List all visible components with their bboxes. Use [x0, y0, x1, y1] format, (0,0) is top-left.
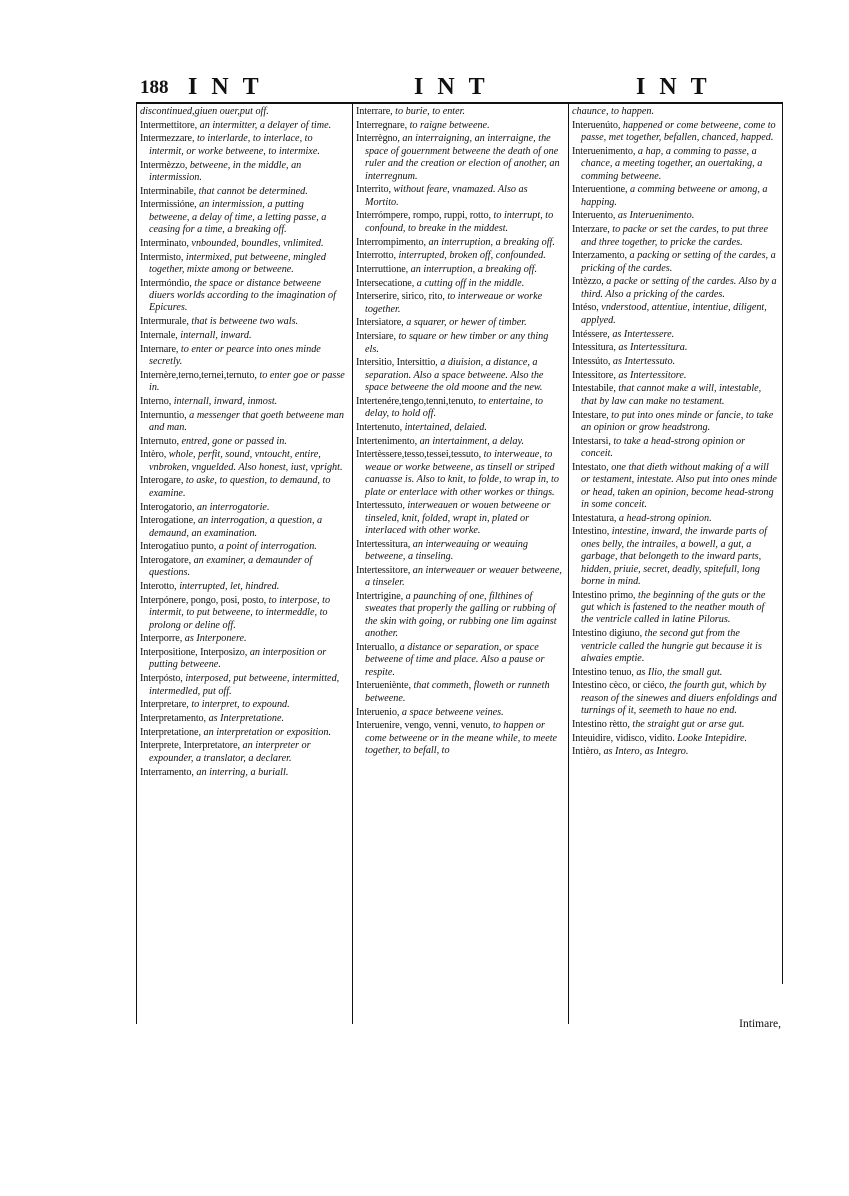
entry-headword: Interuenire, vengo, venni, venuto, — [356, 720, 491, 732]
entry-headword: Inteuidire, vidisco, vidito. — [572, 732, 675, 744]
entry-definition: internall, inward. — [180, 329, 252, 341]
entry-headword: Intestino cèco, or ciéco, — [572, 680, 667, 692]
entry-definition: intestine, inward, the inwarde parts of ones belly, the intrailes, a bowell, a gut, a garbage, that belongeth to the inward parts, hidden, priuie, secret, deadly, spitefull, long borne in mind. — [581, 526, 767, 587]
dictionary-entry — [572, 436, 778, 461]
entry-definition: to happen or come betweene or in the meane while, to meete together, to befall, to — [365, 720, 558, 757]
dictionary-entry — [140, 633, 346, 645]
column-divider-1 — [352, 104, 353, 1024]
entry-headword: Intertenére,tengo,tenni,tenuto, — [356, 395, 476, 407]
dictionary-entry — [140, 160, 346, 185]
entry-definition: whole, perfit, sound, vntoucht, entire, vnbroken, vnguelded. Also honest, iust, vpright. — [149, 449, 343, 473]
dictionary-entry — [356, 707, 562, 719]
entry-headword: Interogatore, — [140, 555, 192, 567]
column-divider-2 — [568, 104, 569, 1024]
entry-headword: Intersiatore, — [356, 317, 404, 329]
entry-headword: Intermèzzo, — [140, 159, 188, 171]
entry-headword: Interrito, — [356, 184, 391, 196]
dictionary-entry — [140, 330, 346, 342]
dictionary-entry — [140, 541, 346, 553]
entry-definition: to packe or set the cardes, to put three and three together, to pricke the cardes. — [581, 224, 768, 248]
entry-definition: a distance or separation, or space betweene of time and place. Also a pause or respite. — [365, 641, 545, 678]
dictionary-entry — [572, 733, 778, 745]
entry-headword: Intestabile, — [572, 383, 616, 395]
entry-definition: an interring, a buriall. — [196, 766, 289, 778]
dictionary-entry — [140, 475, 346, 500]
entry-definition: a cutting off in the middle. — [416, 277, 525, 289]
column-right — [572, 106, 778, 1026]
dictionary-entry — [356, 120, 562, 132]
dictionary-entry — [572, 590, 778, 627]
entry-definition: an interposition or putting betweene. — [149, 647, 327, 671]
entry-definition: interposed, put betweene, intermitted, intermedled, put off. — [149, 673, 340, 697]
entry-headword: Intertessitore, — [356, 564, 411, 576]
entry-definition: as Interponere. — [184, 633, 247, 645]
dictionary-entry — [140, 673, 346, 698]
entry-headword: Intermóndio, — [140, 277, 192, 289]
entry-headword: Interpositione, Interposizo, — [140, 647, 248, 659]
dictionary-entry — [140, 410, 346, 435]
entry-headword: Interrómpere, rompo, ruppi, rotto, — [356, 210, 491, 222]
entry-headword: Intestino, — [572, 526, 610, 538]
entry-definition: to interweaue, to weaue or worke betweene, as tinsell or striped canuasse is. Also to knit, to folde, to wrap in, to plate or enterlace with other workes or things. — [365, 449, 559, 498]
entry-definition: to interrupt, to confound, to breake in the middest. — [365, 210, 554, 234]
entry-headword: Interramento, — [140, 766, 194, 778]
dictionary-entry — [572, 462, 778, 512]
entry-headword: Interuentione, — [572, 184, 628, 196]
entry-definition: as Interuenimento. — [617, 210, 695, 222]
entry-definition: a point of interrogation. — [218, 541, 317, 553]
entry-headword: Intestare, — [572, 409, 609, 421]
entry-definition: to interpose, to intermit, to put betweene, to intermeddle, to prolong or deline off. — [149, 594, 331, 631]
dictionary-entry — [140, 316, 346, 328]
entry-headword: Intertenuto, — [356, 421, 403, 433]
entry-headword: Interminato, — [140, 237, 189, 249]
entry-definition: a diuision, a distance, a separation. Also a space betweene. Also the space betweene the old moone and the new. — [365, 357, 544, 394]
entry-definition: as Interpretatione. — [208, 713, 285, 724]
entry-headword: Intestino primo, — [572, 589, 636, 601]
entry-definition: an interpretation or exposition. — [203, 726, 331, 738]
entry-definition: that commeth, floweth or runneth betweene. — [365, 680, 550, 704]
entry-definition: a paunching of one, filthines of sweates that properly the galling or rubbing of the skin with going, or rubbing one lim against another. — [365, 590, 557, 640]
entry-definition: to burie, to enter. — [395, 106, 466, 117]
entry-definition: that cannot be determined. — [198, 185, 308, 197]
entry-headword: Interpónere, pongo, posi, posto, — [140, 594, 267, 606]
entry-definition: as Intertessere. — [612, 328, 675, 340]
entry-headword: Intertrigine, — [356, 590, 404, 602]
entry-definition: a space betweene veines. — [401, 706, 504, 718]
dictionary-entry — [140, 449, 346, 474]
right-border — [782, 104, 783, 984]
dictionary-entry — [572, 628, 778, 665]
dictionary-entry — [572, 106, 778, 118]
running-head-left: INT — [188, 74, 273, 100]
entry-definition: an intermitter, a delayer of time. — [199, 119, 332, 131]
dictionary-entry — [572, 667, 778, 679]
entry-definition: the beginning of the guts or the gut which is fastened to the neather mouth of the ventricle called in latine Pilorus. — [581, 589, 766, 626]
entry-headword: Interuenimento, — [572, 145, 636, 157]
entry-headword: Interuenio, — [356, 706, 400, 718]
entry-definition: to take a head-strong opinion or conceit. — [581, 435, 746, 460]
entry-headword: Intestino tenuo, — [572, 666, 634, 678]
entry-definition: interweauen or wouen betweene or tinseled, knit, folded, wrapt in, plated or interlaced with other worke. — [365, 500, 551, 537]
entry-headword: Interuenúto, — [572, 119, 621, 131]
entry-definition: the fourth gut, which by reason of the sinewes and diuers enfoldings and turnings of it, seemeth to haue no end. — [581, 680, 777, 717]
running-head-right: INT — [636, 74, 721, 100]
entry-headword: Intersecatione, — [356, 277, 415, 289]
dictionary-entry — [140, 238, 346, 250]
entry-headword: Interotto, — [140, 581, 177, 593]
entry-definition: a head-strong opinion. — [618, 512, 712, 524]
entry-definition: entred, gone or passed in. — [181, 435, 287, 447]
entry-headword: Interrare, — [356, 106, 393, 117]
entry-definition: internall, inward, inmost. — [173, 395, 278, 407]
entry-definition: as Intertessitura. — [618, 342, 688, 354]
dictionary-entry — [140, 133, 346, 158]
entry-headword: Interminabile, — [140, 185, 197, 197]
entry-headword: Interogare, — [140, 475, 184, 487]
dictionary-entry — [140, 106, 346, 118]
entry-headword: Interogatiuo punto, — [140, 541, 217, 553]
entry-headword: Intestarsi, — [572, 435, 611, 447]
entry-headword: Intessitore, — [572, 369, 616, 381]
entry-headword: Internère,terno,ternei,ternuto, — [140, 369, 257, 381]
dictionary-entry — [356, 133, 562, 183]
dictionary-entry — [140, 370, 346, 395]
dictionary-entry — [572, 370, 778, 382]
entry-definition: to put into ones minde or fancie, to take an opinion or grow headstrong. — [581, 409, 774, 433]
entry-definition: a comming betweene or among, a happing. — [581, 184, 768, 208]
dictionary-entry — [140, 515, 346, 540]
entry-headword: Intermisto, — [140, 251, 184, 263]
entry-headword: Intermezzare, — [140, 133, 195, 145]
entry-headword: Intertessitura, — [356, 538, 411, 550]
dictionary-entry — [572, 719, 778, 731]
entry-definition: without feare, vnamazed. Also as Mortito. — [365, 184, 528, 208]
entry-headword: Interzare, — [572, 224, 610, 236]
entry-headword: Interrotto, — [356, 250, 396, 262]
dictionary-entry — [140, 581, 346, 593]
dictionary-entry — [356, 680, 562, 705]
entry-definition: as Intertessuto. — [612, 355, 676, 367]
entry-definition: one that dieth without making of a will or testament, intestate. Also put into ones minde or head, taken an opinion, become head-strong in some conceit. — [581, 461, 777, 510]
entry-definition: an interraigning, an interraigne, the space of gouernment betweene the death of one ruler and the creation or election of another, an interregnum. — [365, 133, 560, 182]
dictionary-entry — [356, 720, 562, 757]
entry-definition: an interruption, a breaking off. — [410, 263, 538, 275]
dictionary-entry — [140, 252, 346, 277]
dictionary-entry — [140, 199, 346, 236]
entry-definition: an interpreter or expounder, a translator, a declarer. — [149, 740, 311, 764]
entry-definition: an examiner, a demaunder of questions. — [149, 555, 313, 579]
entry-headword: Internare, — [140, 343, 179, 355]
entry-headword: Interrègno, — [356, 133, 400, 145]
dictionary-entry — [140, 727, 346, 739]
dictionary-entry — [572, 383, 778, 408]
dictionary-page — [136, 74, 783, 1034]
entry-headword: Interogatorio, — [140, 501, 195, 513]
entry-definition: chaunce, to happen. — [572, 106, 655, 117]
entry-definition: an interrogation, a question, a demaund, an examination. — [149, 515, 323, 539]
entry-headword: Interuallo, — [356, 641, 398, 653]
entry-headword: Intestino rètto, — [572, 718, 630, 730]
entry-headword: Interporre, — [140, 633, 183, 645]
dictionary-entry — [356, 250, 562, 262]
entry-headword: Interzamento, — [572, 250, 627, 262]
dictionary-entry — [356, 106, 562, 118]
dictionary-entry — [356, 422, 562, 434]
column-middle — [356, 106, 562, 1026]
entry-definition: a packe or setting of the cardes. Also by a third. Also a pricking of the cardes. — [581, 276, 777, 300]
entry-headword: Interueniènte, — [356, 680, 411, 692]
entry-definition: to square or hew timber or any thing els. — [365, 331, 549, 355]
entry-definition: to interweaue or worke together. — [365, 291, 543, 315]
left-border — [136, 104, 137, 1024]
entry-definition: to enter or pearce into ones minde secretly. — [149, 343, 321, 367]
entry-headword: Intestato, — [572, 461, 609, 473]
dictionary-entry — [140, 396, 346, 408]
entry-headword: Internuto, — [140, 435, 179, 447]
entry-definition: discontinued,giuen ouer,put off. — [140, 106, 269, 117]
entry-headword: Interruttione, — [356, 263, 409, 275]
dictionary-entry — [572, 329, 778, 341]
entry-definition: that is betweene two wals. — [191, 316, 299, 328]
entry-definition: an interweauing or weauing betweene, a tinseling. — [365, 538, 528, 563]
entry-headword: Intermurale, — [140, 316, 189, 328]
dictionary-entry — [356, 357, 562, 394]
dictionary-entry — [356, 264, 562, 276]
dictionary-entry — [356, 291, 562, 316]
dictionary-entry — [572, 680, 778, 717]
dictionary-entry — [356, 331, 562, 356]
dictionary-entry — [356, 317, 562, 329]
dictionary-entry — [356, 591, 562, 641]
dictionary-entry — [572, 184, 778, 209]
entry-definition: a messenger that goeth betweene man and man. — [149, 409, 344, 433]
dictionary-entry — [572, 526, 778, 588]
entry-headword: Interrompimento, — [356, 236, 426, 248]
dictionary-entry — [572, 146, 778, 183]
column-left — [140, 106, 346, 1026]
entry-headword: Interprete, Interpretatore, — [140, 740, 240, 752]
entry-definition: as Ilio, the small gut. — [636, 666, 723, 678]
entry-definition: a packing or setting of the cardes, a pricking of the cardes. — [581, 250, 776, 274]
entry-definition: the second gut from the ventricle called the hungrie gut because it is alwaies emptie. — [581, 628, 762, 664]
dictionary-entry — [140, 502, 346, 514]
entry-headword: Interogatione, — [140, 515, 196, 527]
entry-definition: to raigne betweene. — [409, 119, 490, 131]
entry-definition: vnbounded, boundles, vnlimited. — [191, 237, 324, 249]
entry-headword: Intièro, — [572, 746, 601, 758]
entry-definition: to aske, to question, to demaund, to examine. — [149, 475, 331, 499]
entry-definition: an interrogatorie. — [196, 501, 270, 513]
dictionary-entry — [356, 539, 562, 564]
entry-definition: Looke Intepidire. — [677, 732, 748, 744]
entry-headword: Intermettitore, — [140, 119, 198, 131]
entry-headword: Internuntio, — [140, 409, 187, 421]
dictionary-entry — [572, 513, 778, 525]
dictionary-entry — [572, 342, 778, 354]
entry-headword: Interno, — [140, 395, 172, 407]
dictionary-entry — [140, 713, 346, 725]
entry-definition: an interweauer or weauer betweene, a tinseler. — [365, 564, 562, 589]
dictionary-entry — [140, 555, 346, 580]
entry-definition: interrupted, let, hindred. — [179, 581, 280, 593]
dictionary-entry — [356, 436, 562, 448]
entry-definition: betweene, in the middle, an intermission. — [149, 159, 302, 183]
dictionary-entry — [572, 210, 778, 222]
entry-definition: an intertainment, a delay. — [419, 435, 524, 447]
dictionary-entry — [572, 224, 778, 249]
dictionary-entry — [572, 410, 778, 435]
dictionary-entry — [140, 647, 346, 672]
entry-definition: to entertaine, to delay, to hold off. — [365, 395, 544, 420]
header-rule — [136, 102, 783, 104]
dictionary-entry — [356, 565, 562, 590]
entry-headword: Intertessuto, — [356, 500, 405, 512]
entry-headword: Intessúto, — [572, 355, 611, 367]
dictionary-entry — [572, 746, 778, 758]
dictionary-entry — [140, 436, 346, 448]
entry-definition: as Intertessitore. — [618, 369, 687, 381]
entry-definition: a squarer, or hewer of timber. — [406, 317, 527, 329]
entry-headword: Intèzzo, — [572, 276, 604, 288]
dictionary-entry — [140, 595, 346, 632]
entry-definition: happened or come betweene, come to passe, met together, befallen, chanced, happed. — [581, 119, 776, 144]
entry-headword: Interuento, — [572, 210, 616, 222]
dictionary-entry — [572, 302, 778, 327]
entry-definition: an interruption, a breaking off. — [428, 236, 555, 248]
dictionary-entry — [572, 276, 778, 301]
dictionary-entry — [356, 396, 562, 421]
entry-headword: Intestino digiuno, — [572, 628, 643, 640]
dictionary-entry — [140, 186, 346, 198]
entry-definition: interrupted, broken off, confounded. — [398, 250, 546, 262]
entry-headword: Intersitio, Intersittio, — [356, 357, 438, 369]
entry-definition: an intermission, a putting betweene, a delay of time, a letting passe, a ceasing for a time, a breaking off. — [149, 199, 327, 236]
entry-definition: intermixed, put betweene, mingled together, mixte among or betweene. — [149, 251, 326, 275]
running-head-center: INT — [414, 74, 499, 100]
entry-definition: to enter goe or passe in. — [149, 369, 345, 394]
entry-headword: Internale, — [140, 329, 178, 341]
dictionary-entry — [356, 449, 562, 499]
entry-headword: Intessitura, — [572, 342, 616, 354]
entry-definition: the space or distance betweene diuers worlds according to the imagination of Epicures. — [149, 277, 336, 314]
entry-headword: Intestatura, — [572, 512, 617, 524]
entry-headword: Interserire, sirico, rito, — [356, 291, 445, 303]
entry-headword: Intermissióne, — [140, 199, 197, 211]
page-number: 188 — [140, 77, 169, 98]
entry-definition: that cannot make a will, intestable, that by law can make no testament. — [581, 383, 762, 407]
entry-headword: Interpretamento, — [140, 713, 207, 724]
entry-definition: vnderstood, attentiue, intentiue, diligent, applyed. — [581, 302, 767, 326]
dictionary-entry — [140, 740, 346, 765]
dictionary-entry — [356, 278, 562, 290]
entry-headword: Interpretare, — [140, 699, 189, 711]
dictionary-entry — [356, 500, 562, 537]
entry-headword: Intertenimento, — [356, 435, 418, 447]
entry-definition: as Intero, as Integro. — [603, 746, 689, 758]
entry-headword: Intéso, — [572, 302, 599, 314]
entry-headword: Interpósto, — [140, 673, 183, 685]
entry-definition: to interpret, to expound. — [191, 699, 290, 711]
dictionary-entry — [356, 642, 562, 679]
dictionary-entry — [356, 237, 562, 249]
dictionary-entry — [140, 120, 346, 132]
entry-definition: the straight gut or arse gut. — [632, 718, 745, 730]
entry-headword: Intèro, — [140, 449, 167, 461]
dictionary-entry — [572, 120, 778, 145]
dictionary-entry — [572, 250, 778, 275]
entry-definition: to interlarde, to interlace, to intermit, or worke betweene, to intermixe. — [149, 133, 320, 157]
entry-headword: Interregnare, — [356, 119, 408, 131]
entry-headword: Intersiare, — [356, 331, 396, 343]
dictionary-entry — [356, 210, 562, 235]
dictionary-entry — [356, 184, 562, 209]
entry-headword: Intéssere, — [572, 328, 610, 340]
dictionary-entry — [140, 278, 346, 315]
entry-definition: a hap, a comming to passe, a chance, a meeting together, an ouertaking, a comming betweene. — [581, 145, 763, 182]
catchword: Intimare, — [739, 1018, 781, 1030]
entry-definition: intertained, delaied. — [404, 421, 487, 433]
dictionary-entry — [572, 356, 778, 368]
entry-headword: Intertèssere,tesso,tessei,tessuto, — [356, 449, 482, 461]
entry-headword: Interpretatione, — [140, 726, 201, 738]
dictionary-entry — [140, 699, 346, 711]
page-header — [136, 74, 783, 102]
dictionary-entry — [140, 767, 346, 779]
dictionary-entry — [140, 344, 346, 369]
